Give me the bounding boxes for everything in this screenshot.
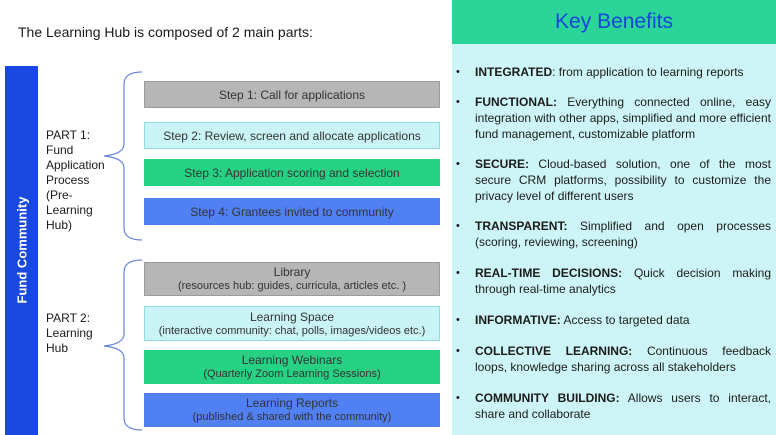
benefit-heading: REAL-TIME DECISIONS: [475,266,623,280]
benefit-heading: SECURE: [475,157,530,171]
bullet-icon: • [456,314,460,326]
sidebar-label: Fund Community [14,196,30,304]
step-2-box [144,122,440,149]
bullet-icon: • [456,96,460,108]
benefit-text: Cloud-based solution, one of the most secure CRM platforms, possibility to customize the privacy level of different users [475,157,771,203]
key-benefits-title: Key Benefits [555,10,673,33]
part1-bracket [100,70,144,242]
benefit-text: Continuous feedback loops, knowledge sharing across all stakeholders [475,344,771,374]
learning-reports-title: Learning Reports [245,396,339,410]
learning-reports-subtitle: (published & shared with the community) [192,411,392,423]
learning-space-subtitle: (interactive community: chat, polls, images/videos etc.) [158,324,426,337]
benefit-heading: INTEGRATED [475,65,553,79]
part1-label: PART 1: Fund Application Process (Pre-Learning Hub) [46,128,105,232]
bullet-icon: • [456,267,460,279]
bullet-icon: • [456,66,460,78]
benefit-heading: COLLECTIVE LEARNING: [475,344,633,358]
benefit-text: Access to targeted data [560,313,690,327]
benefit-heading: COMMUNITY BUILDING: [475,391,620,405]
intro-text: The Learning Hub is composed of 2 main parts: [18,24,313,40]
bullet-icon: • [456,158,460,170]
learning-webinars-box [144,350,440,384]
benefit-text: Everything connected online, easy integration with other apps, simplified and more efficient fund management, customizable platform [475,95,771,141]
learning-reports-box [144,393,440,427]
learning-webinars-title: Learning Webinars [241,353,343,367]
step-3-box [144,159,440,186]
step-4-label: Step 4: Grantees invited to community [190,204,394,219]
library-title: Library [273,265,311,279]
benefit-text: Quick decision making through real-time analytics [475,266,771,296]
benefit-text: : from application to learning reports [552,65,744,79]
bullet-icon: • [456,345,460,357]
step-1-box [144,81,440,108]
library-subtitle: (resources hub: guides, curricula, articles etc. ) [177,280,407,292]
benefit-heading: FUNCTIONAL: [475,95,557,109]
step-4-box [144,198,440,225]
benefit-text: Simplified and open processes (scoring, reviewing, screening) [475,219,771,249]
learning-webinars-subtitle: (Quarterly Zoom Learning Sessions) [203,368,381,380]
key-benefits-header [452,0,776,44]
learning-space-title: Learning Space [249,309,335,324]
part2-bracket [100,258,144,432]
benefit-text: Allows users to interact, share and collaborate [475,391,771,421]
library-box [144,262,440,296]
benefit-heading: TRANSPARENT: [475,219,568,233]
step-2-label: Step 2: Review, screen and allocate applications [163,128,421,143]
bullet-icon: • [456,392,460,404]
benefit-heading: INFORMATIVE: [475,313,561,327]
part2-label: PART 2: Learning Hub [46,311,93,355]
learning-space-box [144,306,440,341]
bullet-icon: • [456,220,460,232]
step-3-label: Step 3: Application scoring and selection [184,165,400,180]
step-1-label: Step 1: Call for applications [218,87,366,102]
